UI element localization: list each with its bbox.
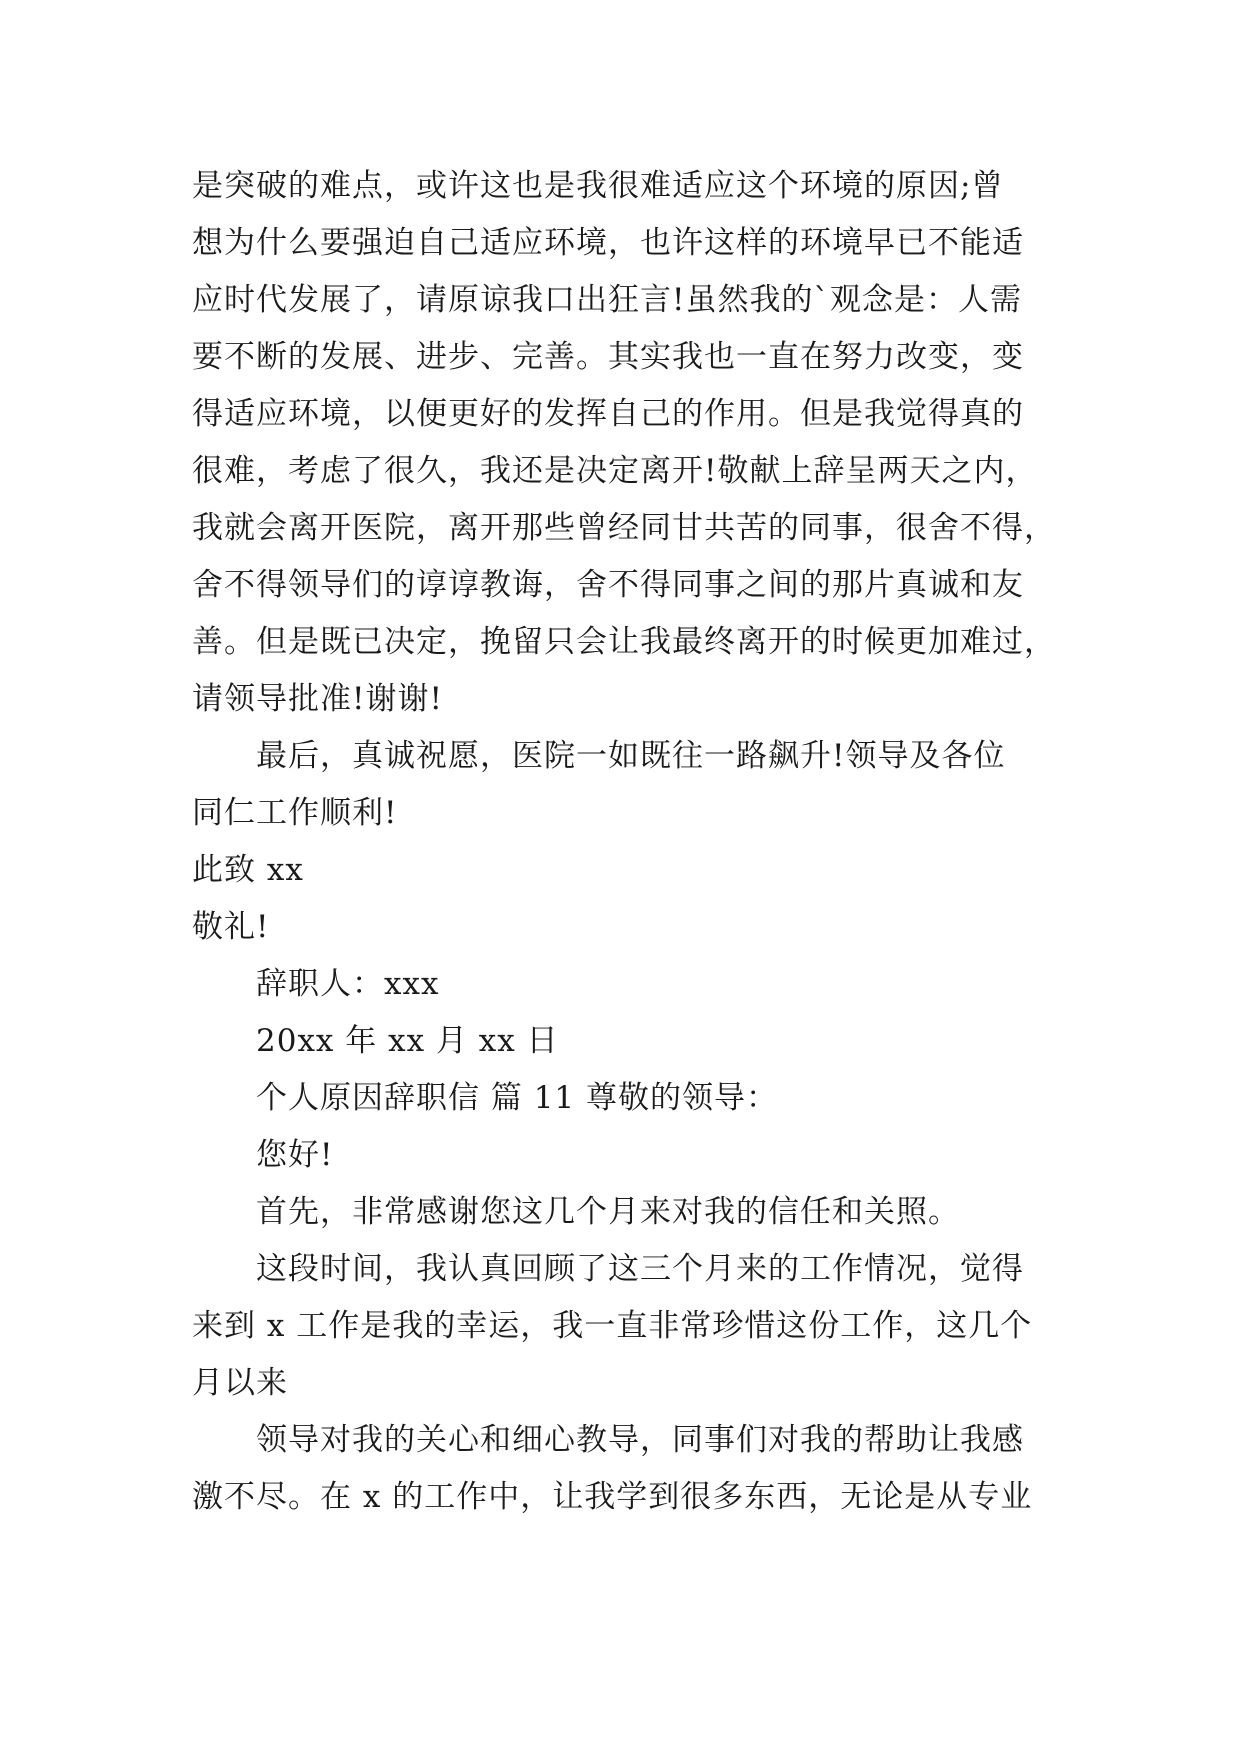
closing-line: 此致 xx <box>192 852 304 888</box>
text-line: 想为什么要强迫自己适应环境，也许这样的环境早已不能适 <box>192 225 1024 261</box>
text-line: 我就会离开医院，离开那些曾经同甘共苦的同事，很舍不得， <box>192 510 1056 546</box>
text-line: 激不尽。在 x 的工作中，让我学到很多东西，无论是从专业 <box>192 1479 1033 1515</box>
text-line: 很难，考虑了很久，我还是决定离开!敬献上辞呈两天之内， <box>192 453 1038 489</box>
signature-line: 辞职人：xxx <box>256 966 440 1002</box>
text-line: 舍不得领导们的谆谆教诲，舍不得同事之间的那片真诚和友 <box>192 567 1024 603</box>
greeting-line: 您好! <box>256 1137 334 1173</box>
text-line: 月以来 <box>192 1365 288 1401</box>
section-heading: 个人原因辞职信 篇 11 尊敬的领导： <box>256 1080 779 1116</box>
text-line: 请领导批准!谢谢! <box>192 681 443 717</box>
salutation-line: 敬礼! <box>192 909 270 945</box>
text-line: 得适应环境，以便更好的发挥自己的作用。但是我觉得真的 <box>192 396 1024 432</box>
text-line: 同仁工作顺利! <box>192 795 398 831</box>
text-line: 最后，真诚祝愿，医院一如既往一路飙升!领导及各位 <box>256 738 1006 774</box>
text-line: 是突破的难点，或许这也是我很难适应这个环境的原因;曾 <box>192 168 1004 204</box>
text-line: 首先，非常感谢您这几个月来对我的信任和关照。 <box>256 1194 960 1230</box>
text-line: 善。但是既已决定，挽留只会让我最终离开的时候更加难过， <box>192 624 1056 660</box>
text-line: 来到 x 工作是我的幸运，我一直非常珍惜这份工作，这几个 <box>192 1308 1033 1344</box>
text-line: 领导对我的关心和细心教导，同事们对我的帮助让我感 <box>256 1422 1024 1458</box>
text-line: 这段时间，我认真回顾了这三个月来的工作情况，觉得 <box>256 1251 1024 1287</box>
text-line: 要不断的发展、进步、完善。其实我也一直在努力改变，变 <box>192 339 1024 375</box>
text-line: 应时代发展了，请原谅我口出狂言!虽然我的`观念是：人需 <box>192 282 1022 318</box>
date-line: 20xx 年 xx 月 xx 日 <box>256 1023 559 1059</box>
